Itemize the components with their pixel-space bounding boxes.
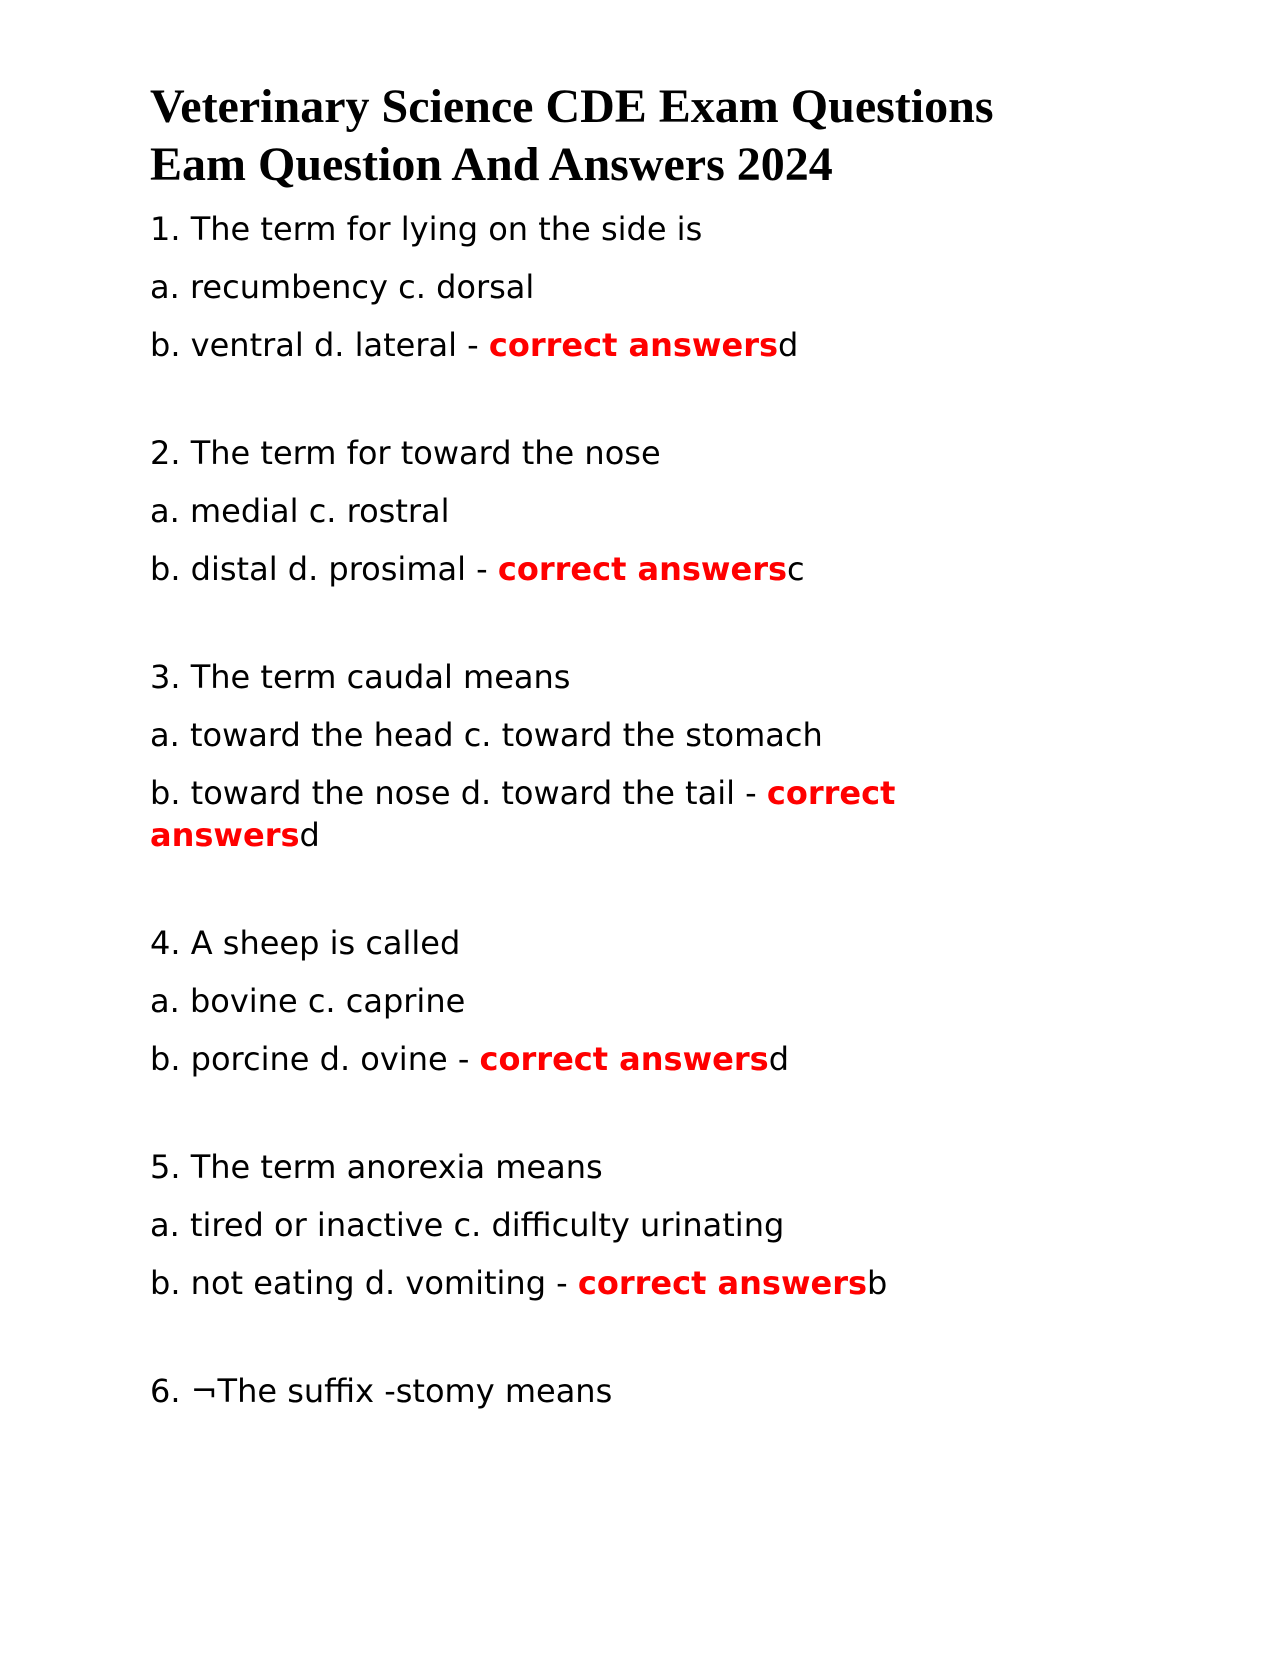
question-1	[150, 208, 1150, 366]
correct-answers-label: correct answers	[497, 550, 788, 588]
answer-letter: b	[867, 1264, 888, 1302]
document-page	[150, 78, 1150, 1428]
options-b-d	[150, 324, 1150, 366]
question-6	[150, 1370, 1150, 1412]
correct-answers-label: correct answers	[150, 774, 896, 854]
answer-letter: d	[299, 816, 320, 854]
question-stem: 2. The term for toward the nose	[150, 434, 661, 472]
title-line-1: Veterinary Science CDE Exam Questions	[150, 80, 994, 133]
options-b-d-text: b. porcine d. ovine -	[150, 1040, 480, 1078]
answer-letter: d	[768, 1040, 789, 1078]
options-a-c: a. tired or inactive c. difficulty urinating	[150, 1206, 785, 1244]
correct-answers-label: correct answers	[479, 1040, 769, 1078]
question-4	[150, 922, 1150, 1080]
question-2	[150, 432, 1150, 590]
options-a-c: a. bovine c. caprine	[150, 982, 466, 1020]
document-title	[150, 78, 1150, 194]
options-a-c: a. medial c. rostral	[150, 492, 450, 530]
question-3	[150, 656, 1150, 856]
options-b-d-text: b. not eating d. vomiting -	[150, 1264, 578, 1302]
question-stem: 4. A sheep is called	[150, 924, 461, 962]
question-5	[150, 1146, 1150, 1304]
question-stem: 3. The term caudal means	[150, 658, 571, 696]
answer-letter: c	[787, 550, 805, 588]
options-a-c: a. recumbency c. dorsal	[150, 268, 535, 306]
correct-answers-label: correct answers	[577, 1264, 868, 1302]
question-stem: 5. The term anorexia means	[150, 1148, 603, 1186]
options-b-d-text: b. distal d. prosimal -	[150, 550, 498, 588]
options-a-c: a. toward the head c. toward the stomach	[150, 716, 823, 754]
correct-answers-label: correct answers	[488, 326, 779, 364]
question-stem: 1. The term for lying on the side is	[150, 210, 703, 248]
answer-letter: d	[778, 326, 799, 364]
options-b-d	[150, 548, 1150, 590]
options-b-d-text: b. toward the nose d. toward the tail -	[150, 774, 767, 812]
options-b-d	[150, 1038, 1150, 1080]
question-stem: 6. ¬The suffix -stomy means	[150, 1372, 613, 1410]
options-b-d	[150, 772, 930, 856]
options-b-d	[150, 1262, 1150, 1304]
title-line-2: Eam Question And Answers 2024	[150, 138, 833, 191]
options-b-d-text: b. ventral d. lateral -	[150, 326, 489, 364]
